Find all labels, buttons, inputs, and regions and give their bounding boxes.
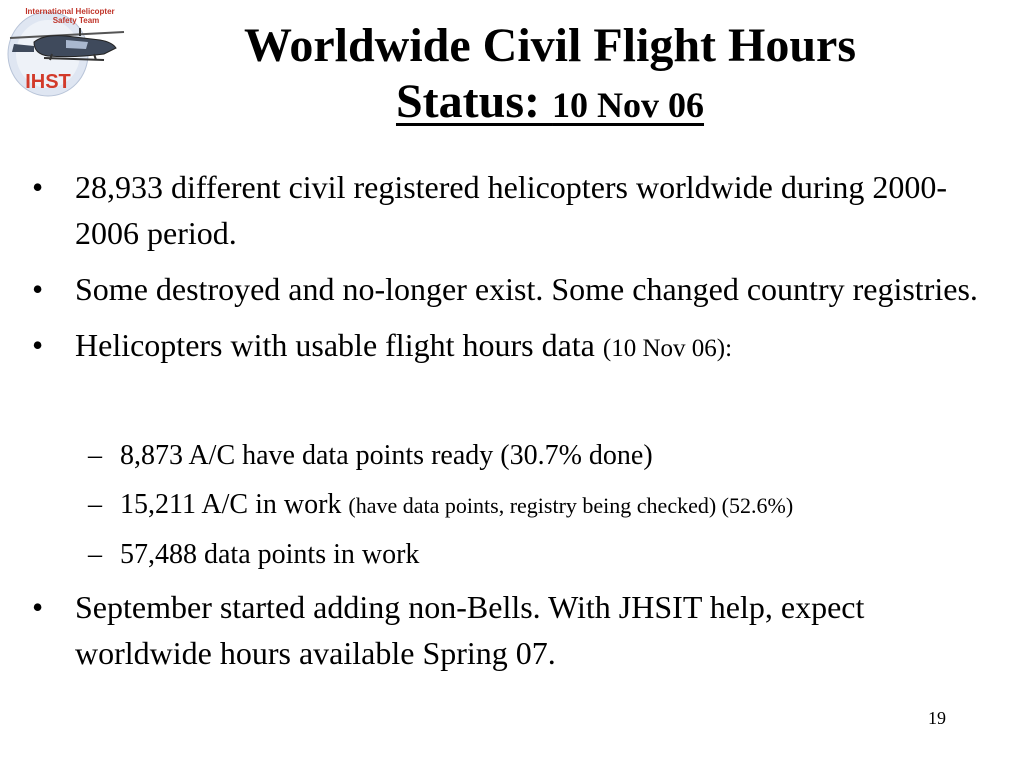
page-number: 19 <box>928 708 946 728</box>
bullet-text: September started adding non-Bells. With JHSIT help, expect worldwide hours available Spring 07. <box>75 589 865 671</box>
sub-bullet-small-text: (have data points, registry being checked) (52.6%) <box>348 493 794 518</box>
spacer <box>30 382 990 436</box>
title-date: 10 Nov 06 <box>552 85 705 125</box>
slide-title <box>150 18 950 133</box>
logo-text-line2: Safety Team <box>52 16 100 25</box>
bullet-text: Some destroyed and no-longer exist. Some changed country registries. <box>75 271 978 307</box>
bullet-item <box>30 266 990 312</box>
sub-bullet-item <box>30 485 990 526</box>
title-line-2 <box>396 74 704 133</box>
helicopter-logo-icon <box>4 2 134 98</box>
sub-bullet-text: 8,873 A/C have data points ready (30.7% done) <box>120 440 653 471</box>
bullet-text: 28,933 different civil registered helicopters worldwide during 2000-2006 period. <box>75 169 948 251</box>
logo-text-line1: International Helicopter <box>25 7 115 16</box>
sub-bullet-text: 57,488 data points in work <box>120 539 420 570</box>
bullet-text: Helicopters with usable flight hours data <box>75 327 603 363</box>
slide-content <box>30 164 990 686</box>
bullet-item <box>30 164 990 256</box>
ihst-logo <box>4 2 134 98</box>
title-status-label: Status: <box>395 75 553 128</box>
sub-bullet-item <box>30 436 990 476</box>
bullet-item <box>30 322 990 372</box>
sub-bullet-item <box>30 535 990 575</box>
sub-bullet-text: 15,211 A/C in work <box>120 489 349 520</box>
title-line-1: Worldwide Civil Flight Hours <box>243 19 857 72</box>
logo-abbreviation: IHST <box>25 71 71 93</box>
bullet-item <box>30 584 990 676</box>
bullet-small-text: (10 Nov 06): <box>602 335 733 362</box>
